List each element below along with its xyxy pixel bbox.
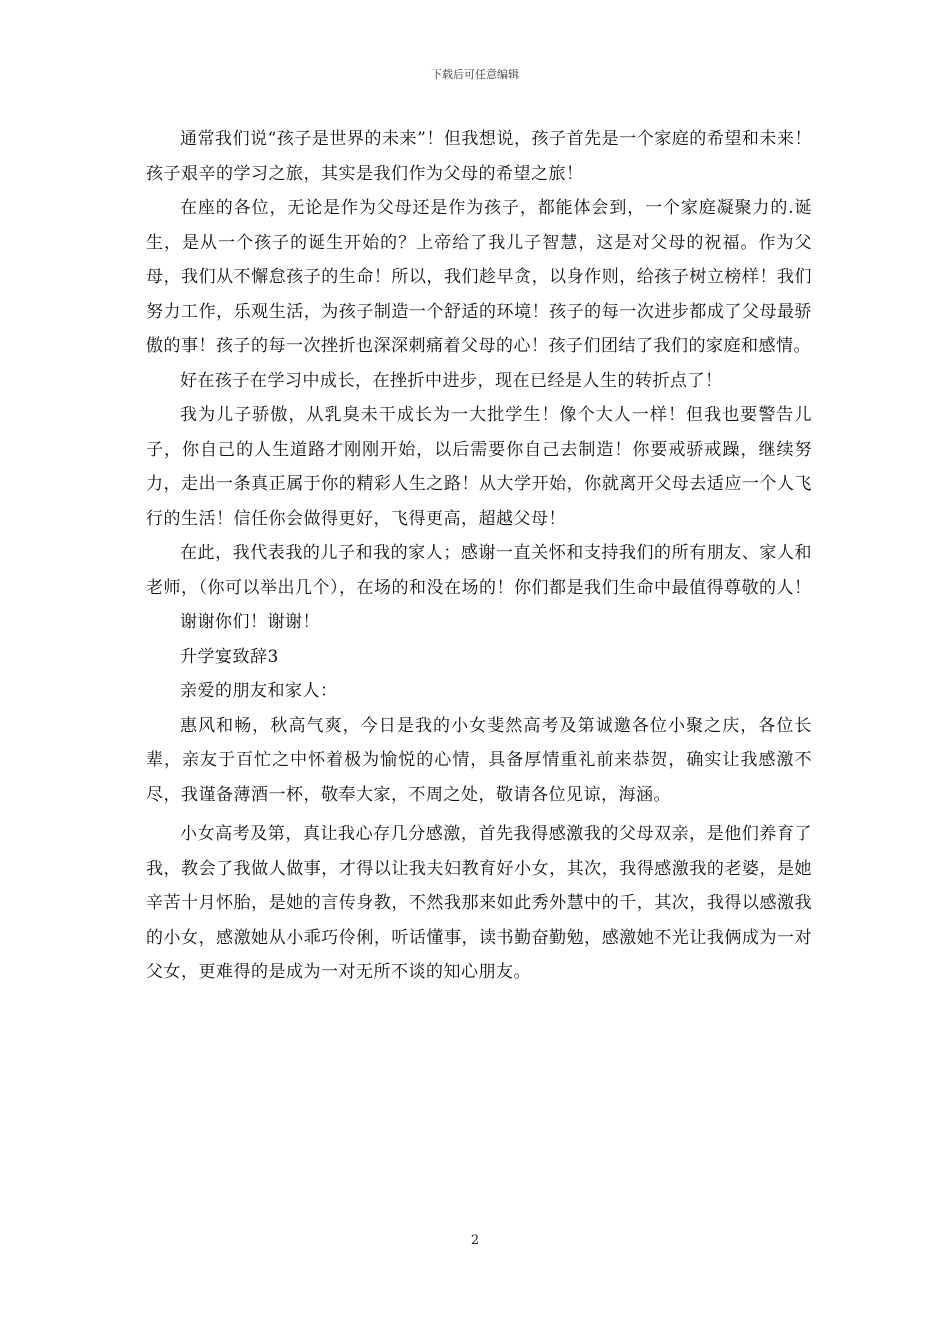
paragraph: 谢谢你们！谢谢！ bbox=[180, 612, 320, 632]
section-title: 升学宴致辞3 bbox=[180, 646, 279, 667]
paragraph: 通常我们说“孩子是世界的未来”！但我想说，孩子首先是一个家庭的希望和未来！孩子艰辛的学习之旅，其实是我们作为父母的希望之旅！ bbox=[146, 129, 812, 184]
paragraph: 惠风和畅，秋高气爽，今日是我的小女斐然高考及第诚邀各位小聚之庆，各位长辈，亲友于百忙之中怀着极为愉悦的心情，具备厚情重礼前来恭贺，确实让我感激不尽，我谨备薄酒一杯，敬奉大家，不周之处，敬请各位见谅，海涵。 bbox=[146, 715, 812, 805]
paragraph: 小女高考及第，真让我心存几分感激，首先我得感激我的父母双亲，是他们养育了我，教会了我做人做事，才得以让我夫妇教育好小女，其次，我得感激我的老婆，是她辛苦十月怀胎，是她的言传身教，不然我那来如此秀外慧中的千，其次，我得以感激我的小女，感激她从小乖巧伶俐，听话懂事，读书勤奋勤勉，感激她不光让我俩成为一对父女，更难得的是成为一对无所不谈的知心朋友。 bbox=[146, 824, 812, 982]
paragraph: 我为儿子骄傲，从乳臭未干成长为一大批学生！像个大人一样！但我也要警告儿子，你自己的人生道路才刚刚开始，以后需要你自己去制造！你要戒骄戒躁，继续努力，走出一条真正属于你的精彩人生之路！从大学开始，你就离开父母去适应一个人飞行的生活！信任你会做得更好，飞得更高，超越父母！ bbox=[146, 405, 812, 529]
page-number: 2 bbox=[470, 1233, 480, 1248]
salutation: 亲爱的朋友和家人： bbox=[180, 681, 338, 701]
paragraph: 在座的各位，无论是作为父母还是作为孩子，都能体会到，一个家庭凝聚力的.诞生，是从一个孩子的诞生开始的？上帝给了我儿子智慧，这是对父母的祝福。作为父母，我们从不懈怠孩子的生命！所以，我们趁早贪，以身作则，给孩子树立榜样！我们努力工作，乐观生活，为孩子制造一个舒适的环境！孩子的每一次进步都成了父母最骄傲的事！孩子的每一次挫折也深深刺痛着父母的心！孩子们团结了我们的家庭和感情。 bbox=[146, 198, 812, 356]
page-header: 下载后可任意编辑 bbox=[431, 68, 519, 81]
paragraph: 在此，我代表我的儿子和我的家人；感谢一直关怀和支持我们的所有朋友、家人和老师，（你可以举出几个），在场的和没在场的！你们都是我们生命中最值得尊敬的人！ bbox=[146, 543, 812, 598]
paragraph: 好在孩子在学习中成长，在挫折中进步，现在已经是人生的转折点了！ bbox=[180, 370, 723, 391]
document-body bbox=[146, 122, 812, 990]
